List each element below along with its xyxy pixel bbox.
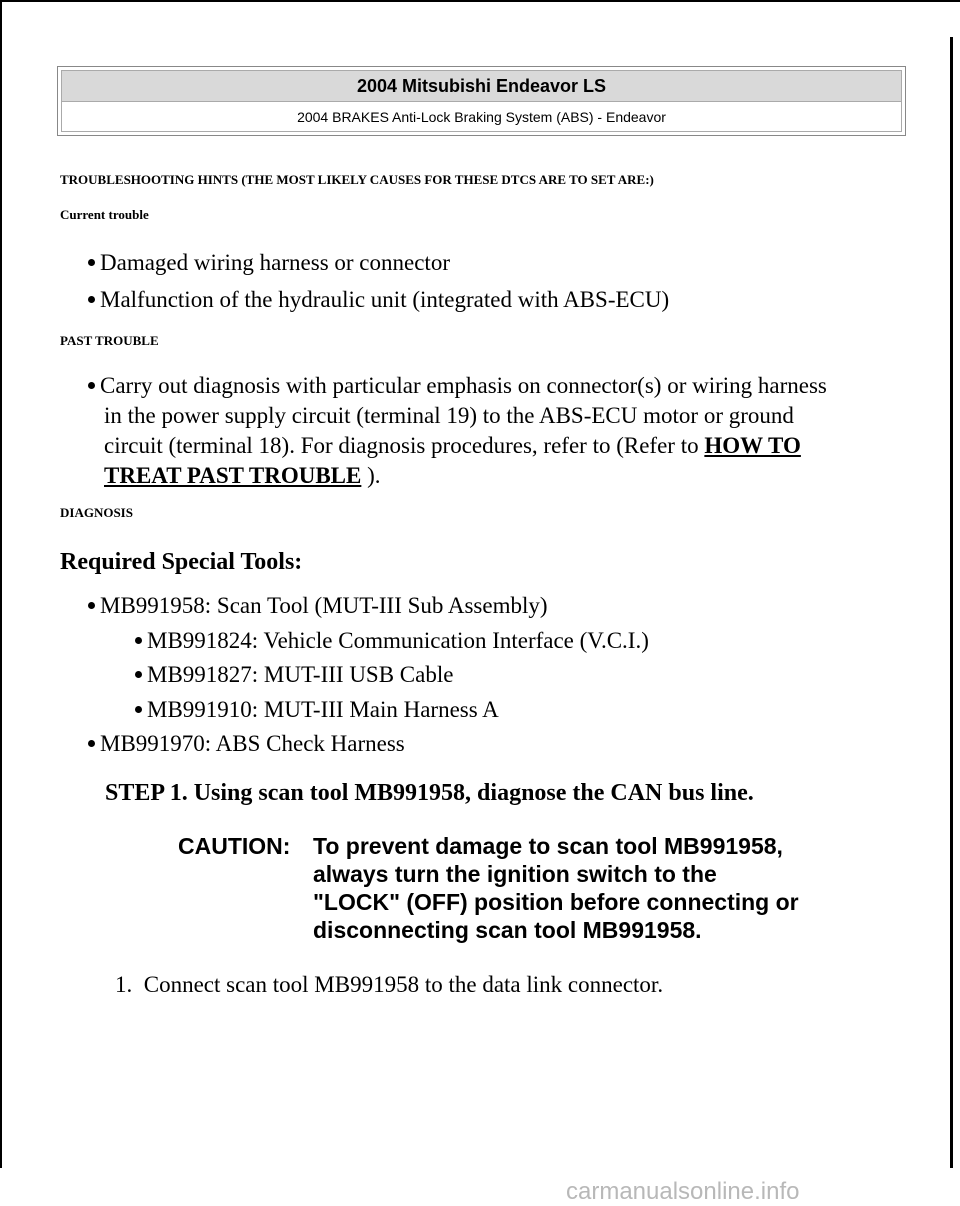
past-trouble-line: Carry out diagnosis with particular emphasis on connector(s) or wiring harness — [100, 373, 827, 398]
list-item — [135, 660, 453, 690]
past-trouble-line: in the power supply circuit (terminal 19) to the ABS-ECU motor or ground — [104, 403, 794, 428]
caution-text — [313, 832, 873, 944]
troubleshooting-heading: TROUBLESHOOTING HINTS (THE MOST LIKELY CAUSES FOR THESE DTCS ARE TO SET ARE:) — [60, 172, 654, 187]
tool-text: MB991824: Vehicle Communication Interface (V.C.I.) — [147, 628, 649, 653]
tool-text: MB991827: MUT-III USB Cable — [147, 662, 454, 687]
how-to-treat-past-trouble-link[interactable]: TREAT PAST TROUBLE — [104, 463, 362, 488]
step-title: STEP 1. Using scan tool MB991958, diagnose the CAN bus line. — [105, 780, 754, 806]
bullet-icon — [135, 637, 142, 644]
current-trouble-heading: Current trouble — [60, 207, 149, 222]
bullet-icon — [88, 296, 95, 303]
bullet-icon — [88, 382, 95, 389]
vehicle-title: 2004 Mitsubishi Endeavor LS — [62, 71, 901, 102]
list-item — [88, 729, 405, 759]
bullet-icon — [135, 671, 142, 678]
page-border-top — [0, 0, 960, 2]
caution-line: always turn the ignition switch to the — [313, 861, 717, 887]
list-item — [135, 626, 649, 656]
list-item — [135, 695, 499, 725]
list-item-text: Damaged wiring harness or connector — [100, 250, 450, 275]
tool-text: MB991970: ABS Check Harness — [100, 731, 405, 756]
list-item — [88, 285, 669, 315]
required-tools-heading: Required Special Tools: — [60, 549, 303, 575]
footer-watermark: carmanualsonline.info — [566, 1178, 800, 1205]
tool-text: MB991910: MUT-III Main Harness A — [147, 697, 499, 722]
list-item — [88, 248, 450, 278]
page-border-right — [950, 37, 953, 1168]
instruction-step: 1. Connect scan tool MB991958 to the data link connector. — [115, 972, 664, 997]
caution-label: CAUTION: — [178, 833, 291, 859]
header-inner — [61, 70, 902, 132]
caution-line: "LOCK" (OFF) position before connecting or — [313, 889, 799, 915]
past-trouble-line — [104, 461, 381, 491]
past-trouble-line — [104, 431, 801, 461]
list-item — [88, 371, 827, 401]
past-trouble-text: ). — [367, 463, 381, 488]
diagnosis-heading: DIAGNOSIS — [60, 505, 133, 520]
bullet-icon — [135, 706, 142, 713]
bullet-icon — [88, 740, 95, 747]
bullet-icon — [88, 259, 95, 266]
page-border-left — [0, 0, 2, 1168]
list-item-text: Malfunction of the hydraulic unit (integrated with ABS-ECU) — [100, 287, 670, 312]
section-title: 2004 BRAKES Anti-Lock Braking System (ABS) - Endeavor — [297, 109, 666, 125]
past-trouble-heading: PAST TROUBLE — [60, 333, 159, 348]
list-item — [88, 591, 548, 621]
how-to-treat-past-trouble-link[interactable]: HOW TO — [704, 433, 801, 458]
caution-line: To prevent damage to scan tool MB991958, — [313, 833, 783, 859]
tool-text: MB991958: Scan Tool (MUT-III Sub Assembly) — [100, 593, 548, 618]
past-trouble-text: circuit (terminal 18). For diagnosis procedures, refer to (Refer to — [104, 433, 699, 458]
caution-line: disconnecting scan tool MB991958. — [313, 917, 702, 943]
document-header — [57, 66, 906, 136]
bullet-icon — [88, 602, 95, 609]
